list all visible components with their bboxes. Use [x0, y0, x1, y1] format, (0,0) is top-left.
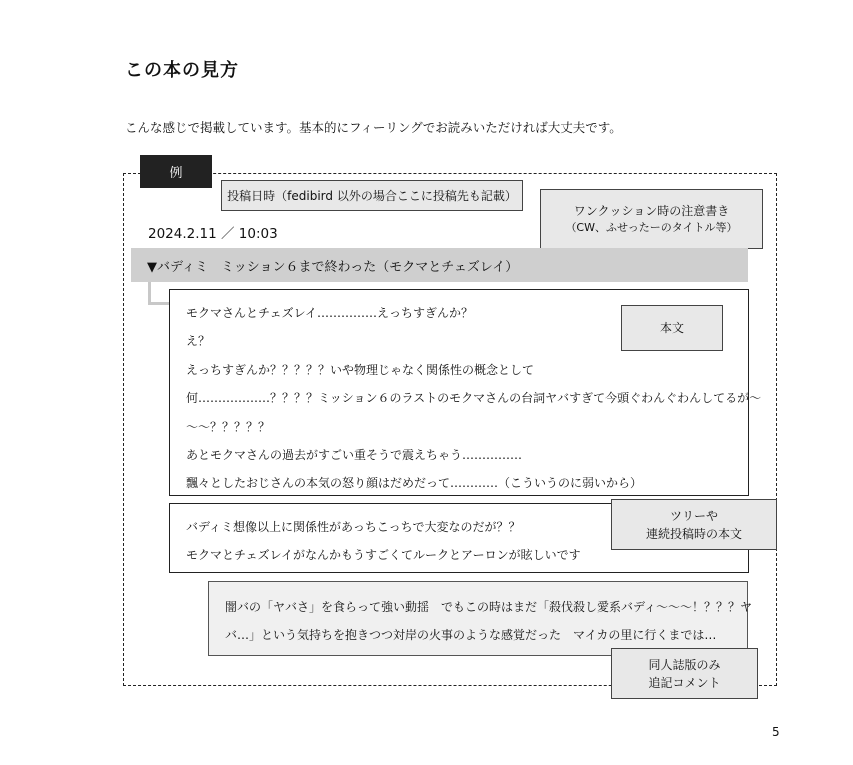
comment-box [208, 581, 753, 656]
cw-bar [131, 248, 748, 282]
post1-line: あとモクマさんの過去がすごい重そうで震えちゃう…………… [186, 448, 523, 462]
note-thread-line2: 連続投稿時の本文 [645, 526, 742, 541]
post1-line: えっちすぎんか？？？？？いや物理じゃなく関係性の概念として [186, 363, 535, 377]
note-comment-line1: 同人誌版のみ [648, 657, 721, 672]
note-cw-line2: （CW、ふせったーのタイトル等） [565, 220, 738, 234]
page-number: 5 [772, 725, 780, 739]
cw-text: ▼バディミ ミッション６まで終わった（モクマとチェズレイ） [147, 259, 519, 275]
note-post-date [221, 180, 523, 211]
post1-line: え？ [186, 334, 211, 348]
comment-line: 闇バの「ヤバさ」を食らって強い動揺 でもこの時はまだ「殺伐殺し愛系バディ〜〜〜！？？？ヤ [225, 600, 753, 614]
note-body [621, 305, 723, 351]
tree-connector-vertical [148, 282, 151, 304]
note-thread-line1: ツリーや [669, 508, 718, 523]
note-comment [611, 648, 758, 699]
post1-line: 飄々としたおじさんの本気の怒り顔はだめだって…………（こういうのに弱いから） [186, 476, 643, 490]
tree-connector-horizontal [148, 302, 170, 305]
post2-line: バディミ想像以上に関係性があっちこっちで大変なのだが？？ [186, 520, 521, 534]
page-title: この本の見方 [125, 60, 239, 81]
note-content-warning [540, 189, 763, 249]
note-cw-line1: ワンクッション時の注意書き [573, 203, 730, 218]
note-post-date-text: 投稿日時（fedibird 以外の場合ここに投稿先も記載） [227, 188, 517, 203]
example-label: 例 [140, 155, 212, 188]
post-date: 2024.2.11 ／ 10:03 [148, 226, 278, 242]
comment-line: バ…」という気持ちを抱きつつ対岸の火事のような感覚だった マイカの里に行くまでは… [225, 628, 717, 642]
post1-line: 何………………？？？？ミッション６のラストのモクマさんの台詞ヤバすぎて今頭ぐわんぐわんしてるが〜 [186, 391, 762, 405]
note-thread [611, 499, 777, 550]
note-comment-line2: 追記コメント [648, 675, 721, 690]
post1-line: 〜〜？？？？？ [186, 420, 271, 434]
post2-line: モクマとチェズレイがなんかもうすごくてルークとアーロンが眩しいです [186, 548, 581, 562]
note-body-text: 本文 [659, 321, 684, 335]
intro-text: こんな感じで掲載しています。基本的にフィーリングでお読みいただければ大丈夫です。 [125, 120, 622, 135]
post1-line: モクマさんとチェズレイ……………えっちすぎんか？ [186, 306, 474, 320]
